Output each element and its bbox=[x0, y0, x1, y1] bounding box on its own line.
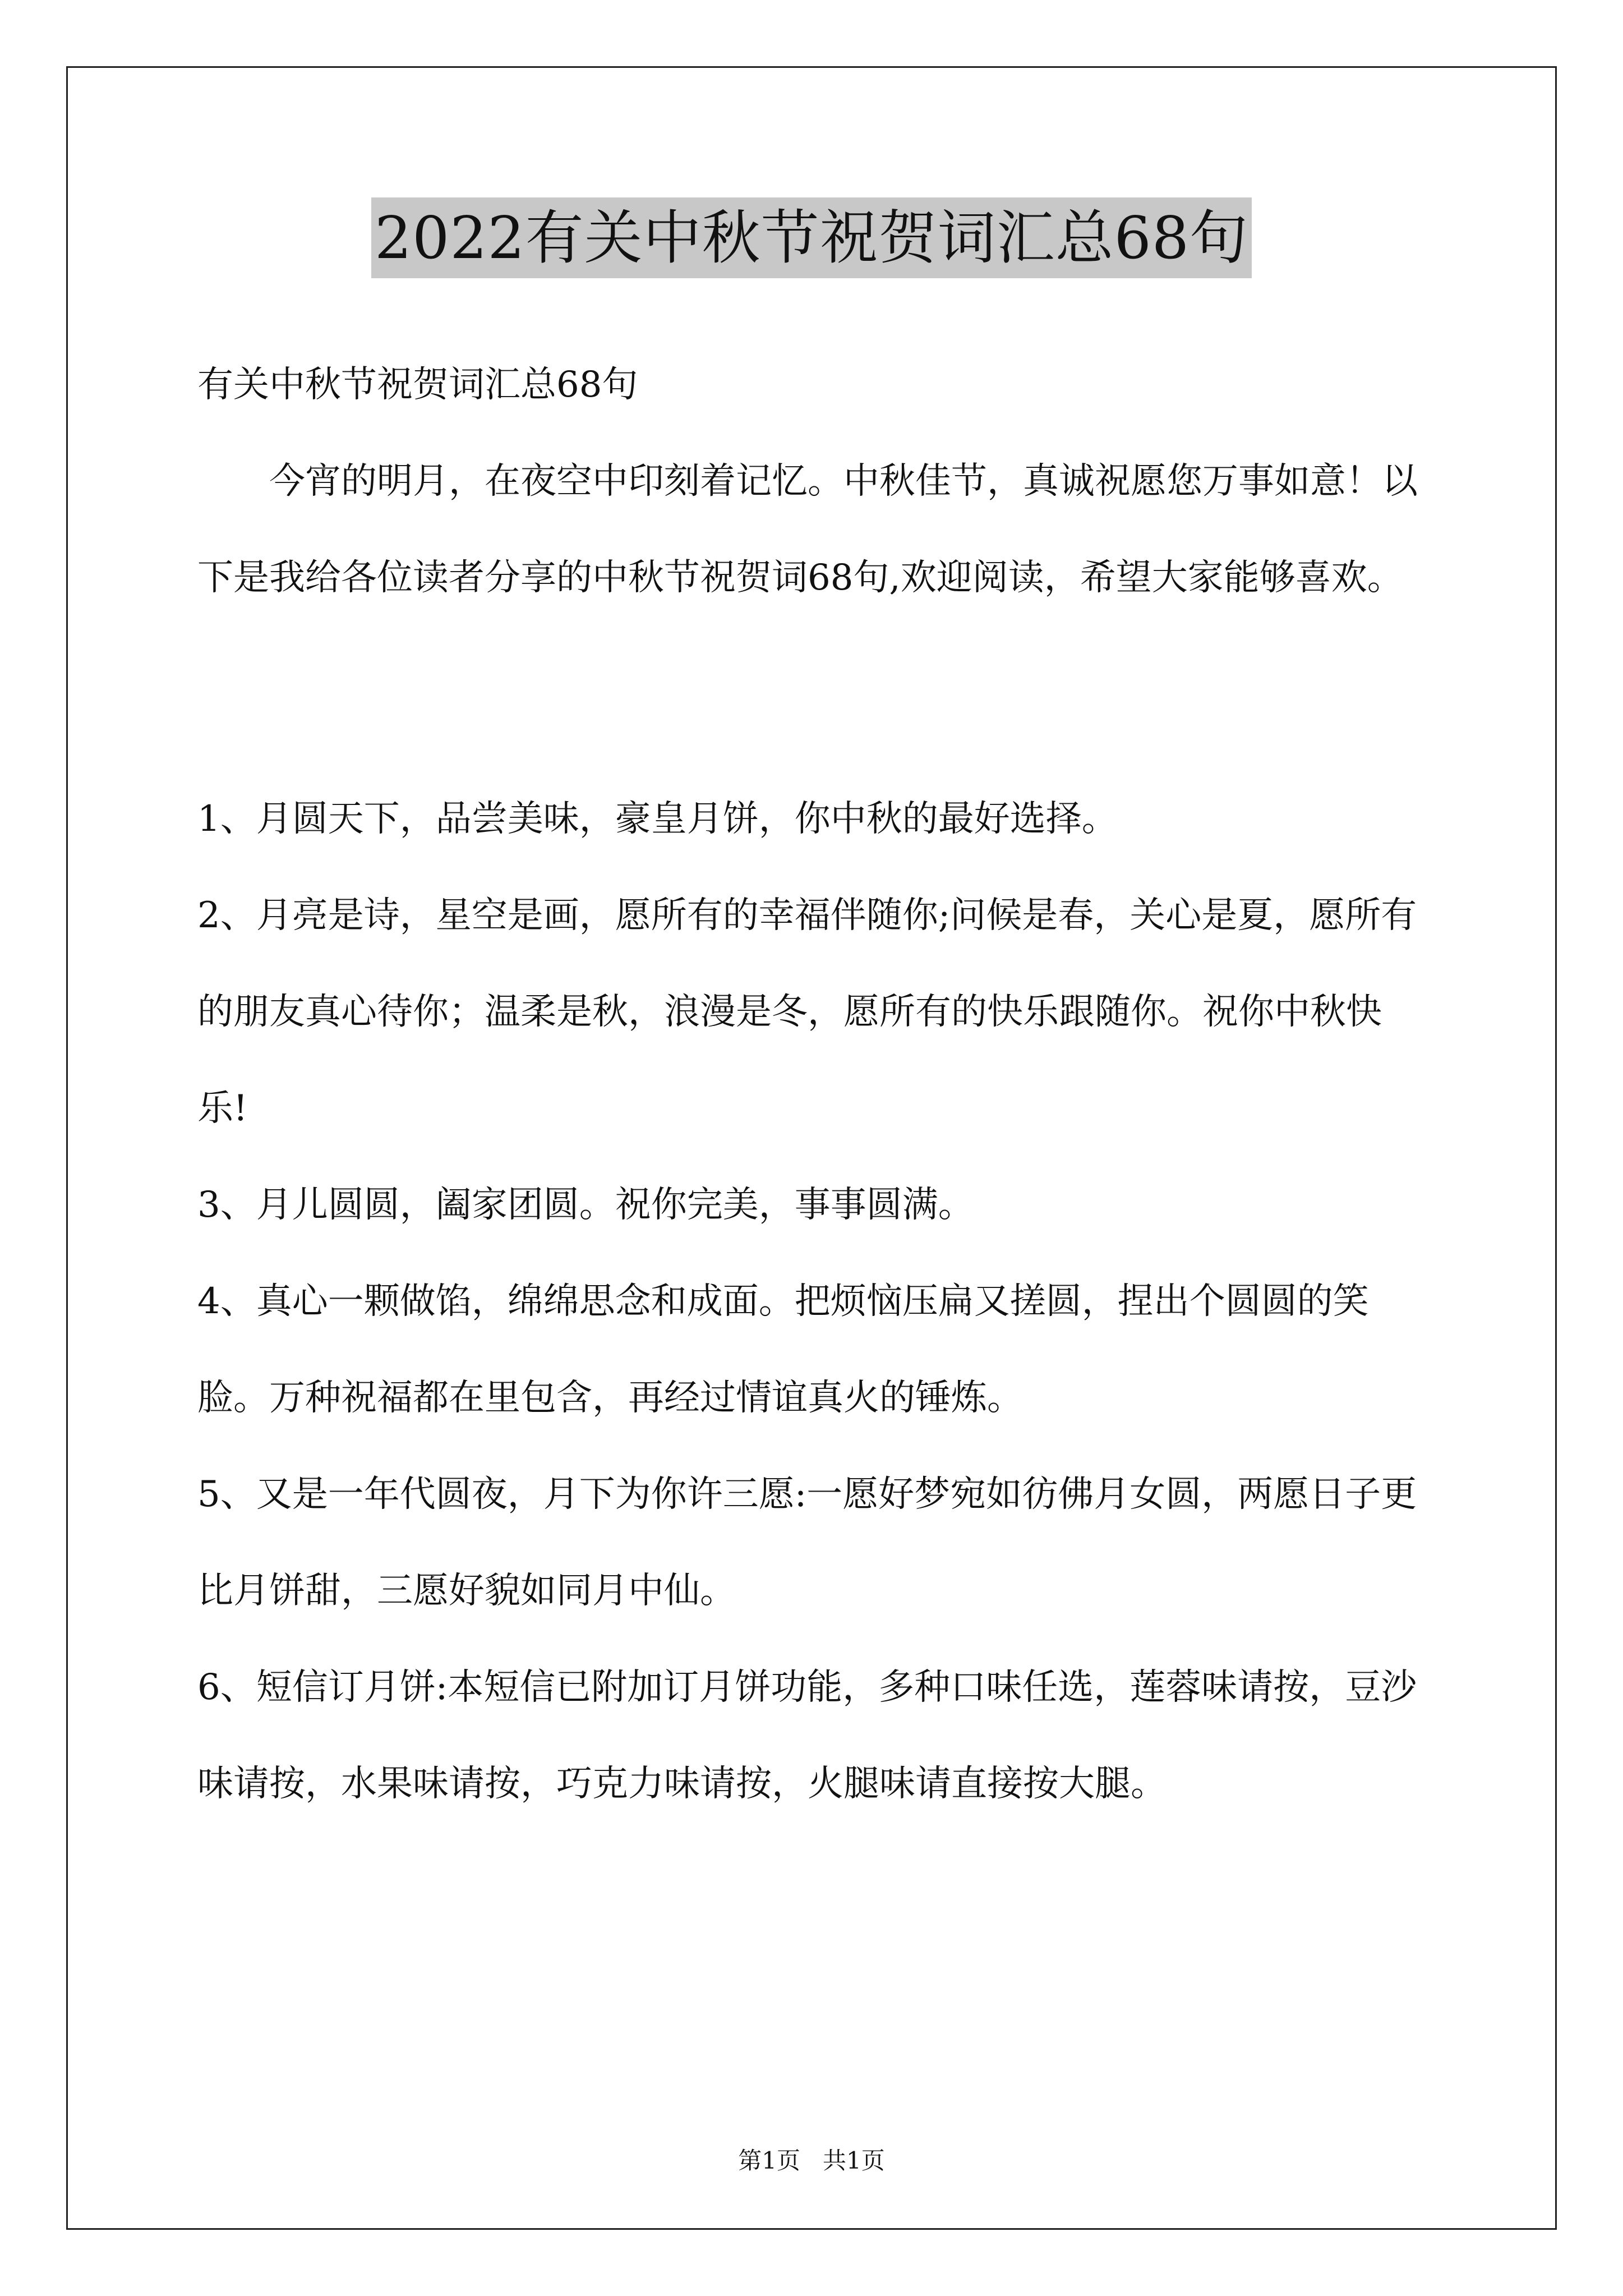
page-number-label: 第1页 共1页 bbox=[738, 2147, 885, 2174]
document-body bbox=[197, 337, 1431, 1832]
list-item: 1、月圆天下，品尝美味，豪皇月饼，你中秋的最好选择。 bbox=[197, 798, 1118, 840]
list-item: 2、月亮是诗，星空是画，愿所有的幸福伴随你;问候是春，关心是夏，愿所有的朋友真心待你；温柔是秋，浪漫是冬，愿所有的快乐跟随你。祝你中秋快乐! bbox=[197, 895, 1417, 1129]
paragraph-spacer bbox=[197, 626, 1431, 771]
intro-paragraph: 今宵的明月，在夜空中印刻着记忆。中秋佳节，真诚祝愿您万事如意！以下是我给各位读者分享的中秋节祝贺词68句,欢迎阅读，希望大家能够喜欢。 bbox=[197, 461, 1418, 599]
list-item: 5、又是一年代圆夜，月下为你许三愿:一愿好梦宛如彷佛月女圆，两愿日子更比月饼甜，三愿好貌如同月中仙。 bbox=[197, 1474, 1417, 1612]
page-footer bbox=[0, 2144, 1623, 2178]
document-title: 2022有关中秋节祝贺词汇总68句 bbox=[371, 197, 1252, 278]
title-container bbox=[0, 197, 1623, 278]
document-subtitle: 有关中秋节祝贺词汇总68句 bbox=[197, 364, 638, 406]
list-item: 6、短信订月饼:本短信已附加订月饼功能，多种口味任选，莲蓉味请按，豆沙味请按，水果味请按，巧克力味请按，火腿味请直接按大腿。 bbox=[197, 1667, 1417, 1805]
list-item: 3、月儿圆圆，阖家团圆。祝你完美，事事圆满。 bbox=[197, 1184, 974, 1226]
list-item: 4、真心一颗做馅，绵绵思念和成面。把烦恼压扁又搓圆，捏出个圆圆的笑脸。万种祝福都在里包含，再经过情谊真火的锤炼。 bbox=[197, 1281, 1369, 1419]
